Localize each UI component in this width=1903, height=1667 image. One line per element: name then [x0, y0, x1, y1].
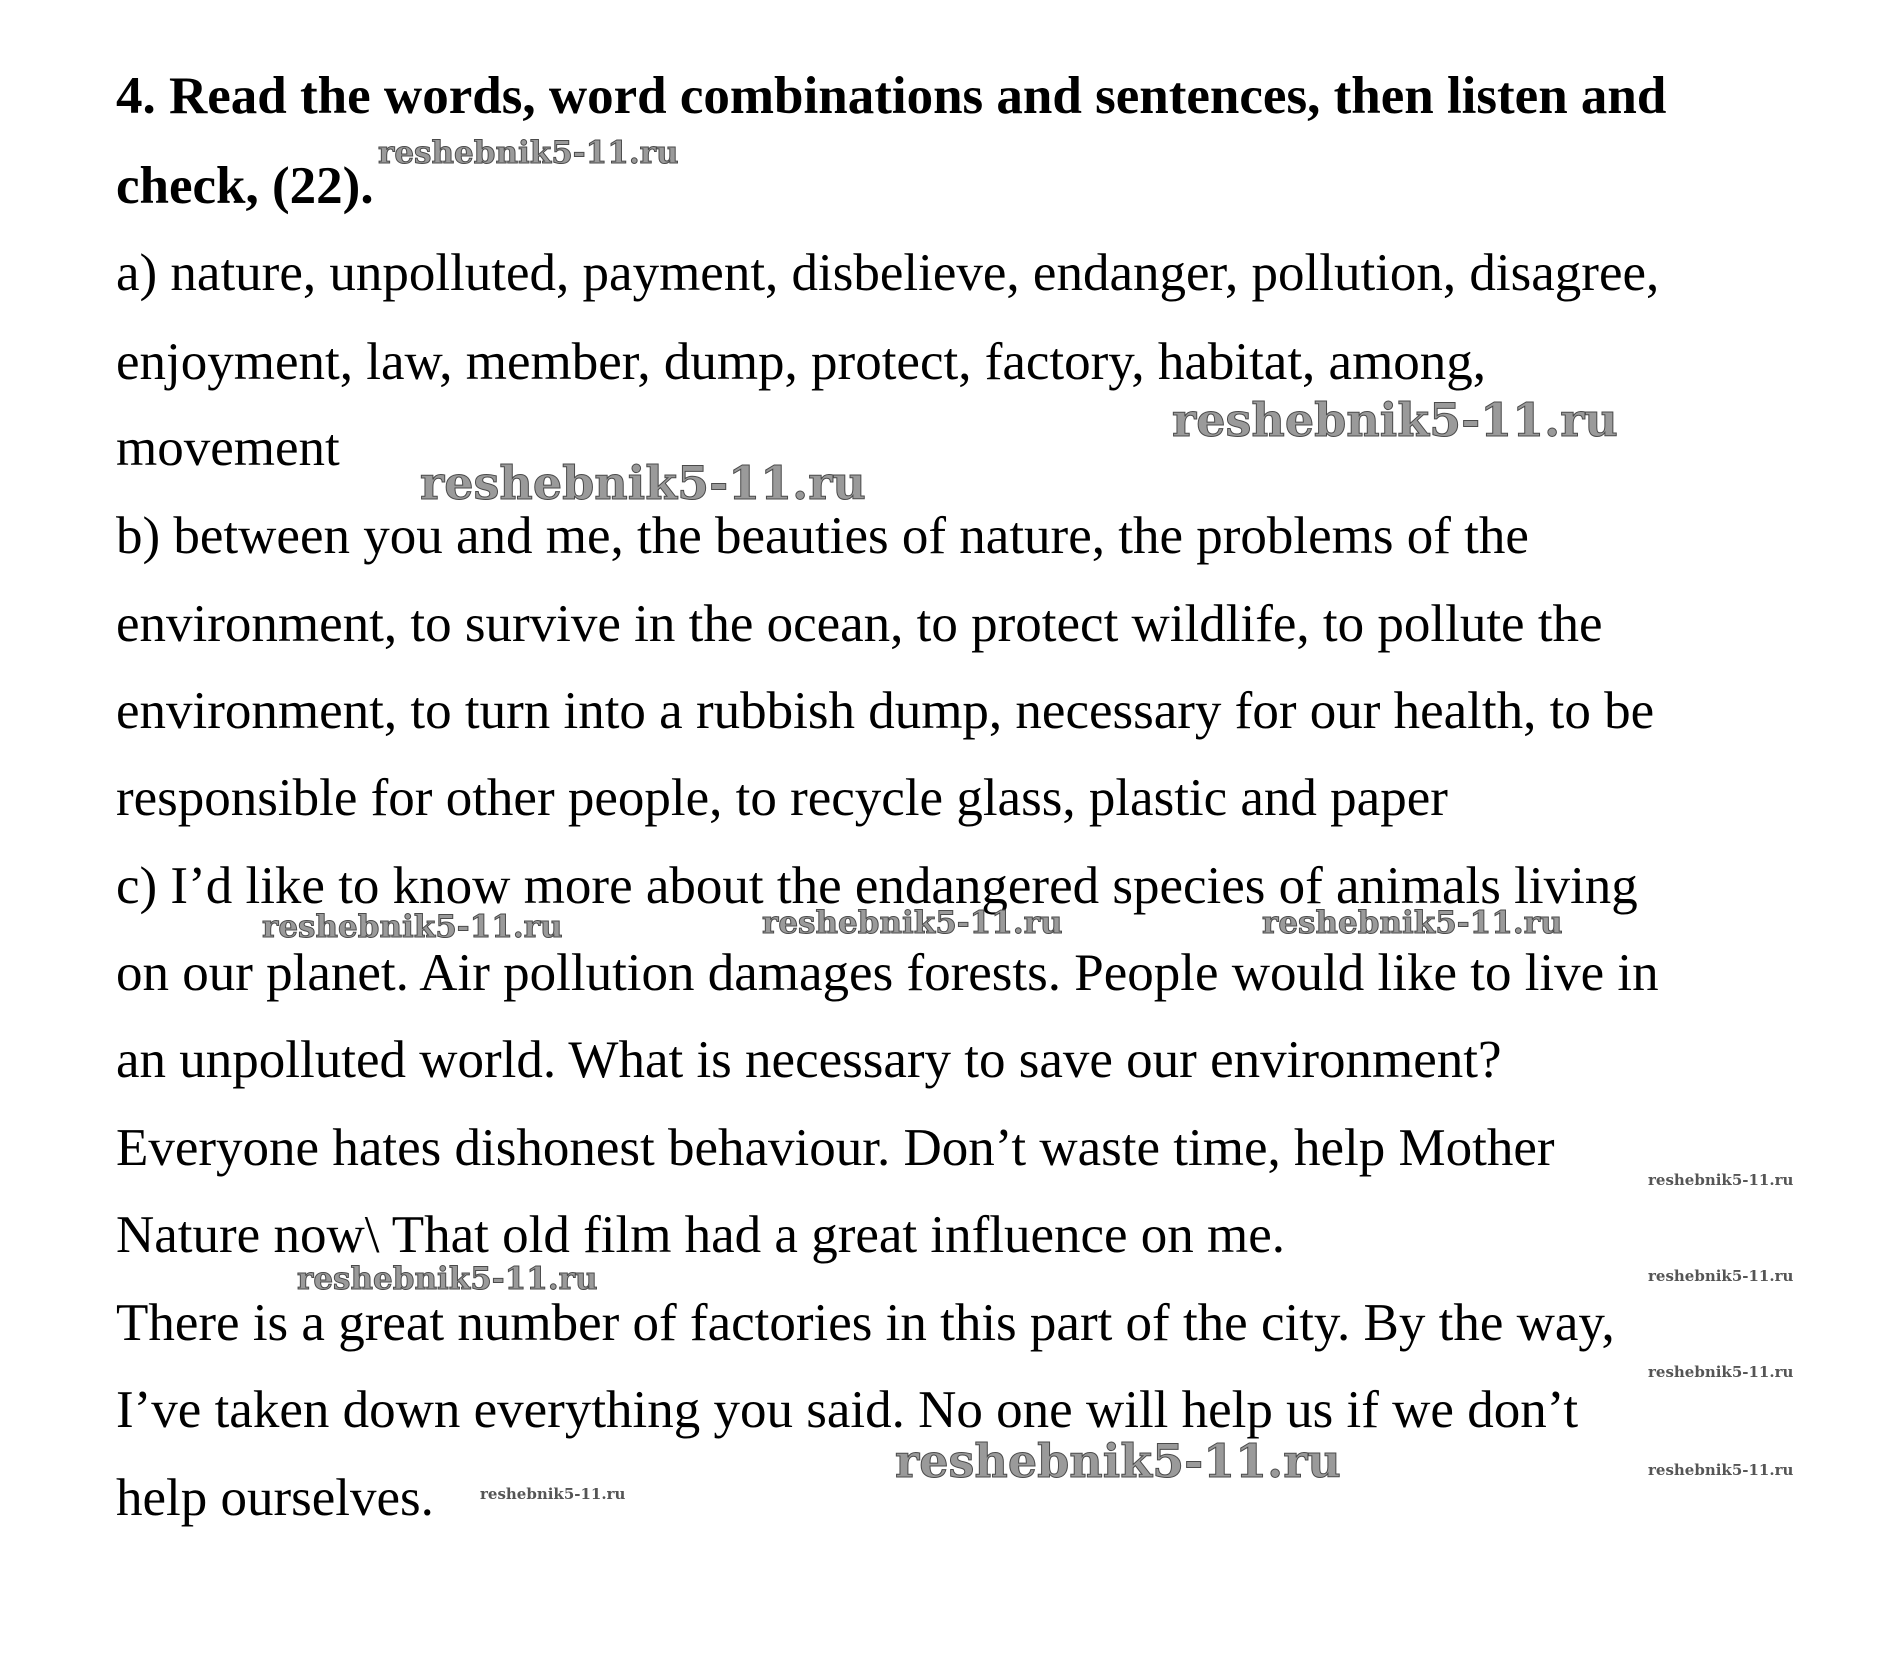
section-b-line-4: responsible for other people, to recycle glass, plastic and paper [116, 769, 1448, 827]
exercise-heading-line-2: check, (22). [116, 157, 374, 215]
section-c-line-6: There is a great number of factories in this part of the city. By the way, [116, 1294, 1615, 1352]
watermark: reshebnik5-11.ru [420, 456, 866, 510]
section-b-line-2: environment, to survive in the ocean, to protect wildlife, to pollute the [116, 595, 1603, 653]
watermark: reshebnik5-11.ru [1648, 1267, 1794, 1285]
watermark: reshebnik5-11.ru [1262, 905, 1563, 941]
section-b-line-3: environment, to turn into a rubbish dump, necessary for our health, to be [116, 682, 1655, 740]
section-c-line-4: Everyone hates dishonest behaviour. Don’t waste time, help Mother [116, 1119, 1555, 1177]
section-c-line-2: on our planet. Air pollution damages forests. People would like to live in [116, 944, 1659, 1002]
watermark: reshebnik5-11.ru [895, 1434, 1341, 1488]
watermark: reshebnik5-11.ru [262, 909, 563, 945]
watermark: reshebnik5-11.ru [762, 905, 1063, 941]
section-c-line-5: Nature now\ That old film had a great influence on me. [116, 1206, 1286, 1264]
section-b-line-1: b) between you and me, the beauties of nature, the problems of the [116, 507, 1529, 565]
section-c-line-8: help ourselves. [116, 1469, 434, 1527]
watermark: reshebnik5-11.ru [1648, 1363, 1794, 1381]
watermark: reshebnik5-11.ru [1648, 1461, 1794, 1479]
section-a-line-1: a) nature, unpolluted, payment, disbelieve, endanger, pollution, disagree, [116, 244, 1660, 302]
section-c-line-7: I’ve taken down everything you said. No one will help us if we don’t [116, 1381, 1579, 1439]
watermark: reshebnik5-11.ru [297, 1261, 598, 1297]
watermark: reshebnik5-11.ru [378, 135, 679, 171]
watermark: reshebnik5-11.ru [1172, 393, 1618, 447]
section-c-line-3: an unpolluted world. What is necessary to save our environment? [116, 1031, 1502, 1089]
section-a-line-3: movement [116, 419, 340, 477]
exercise-heading-line-1: 4. Read the words, word combinations and sentences, then listen and [116, 67, 1667, 125]
watermark: reshebnik5-11.ru [480, 1485, 626, 1503]
section-c-line-1: c) I’d like to know more about the endangered species of animals living [116, 857, 1638, 915]
section-a-line-2: enjoyment, law, member, dump, protect, factory, habitat, among, [116, 333, 1487, 391]
watermark: reshebnik5-11.ru [1648, 1171, 1794, 1189]
